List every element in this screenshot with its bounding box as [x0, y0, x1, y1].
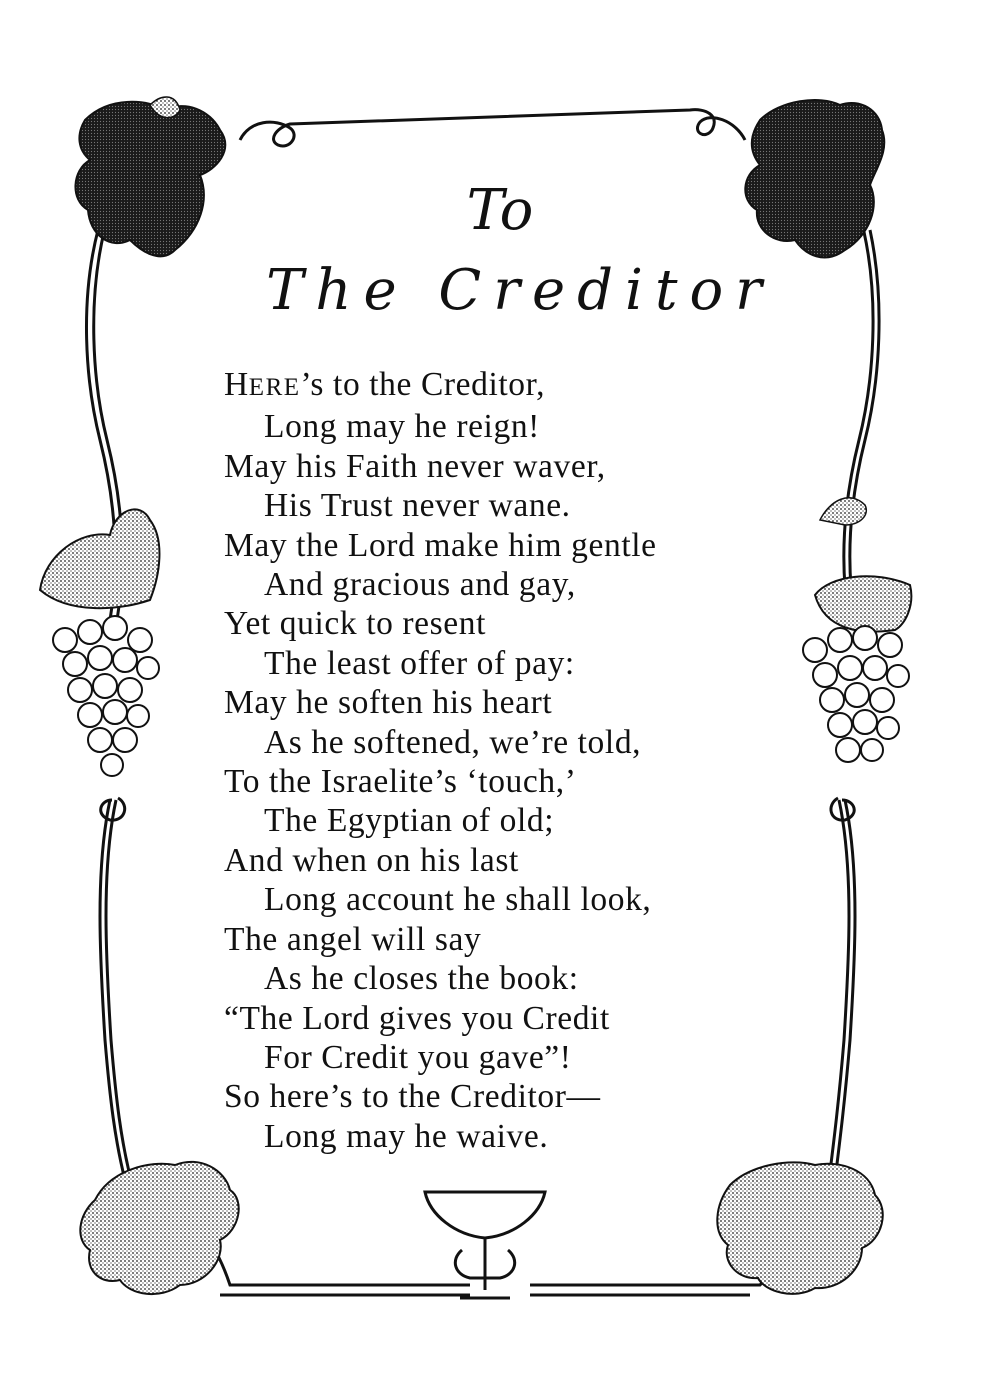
poem-first-line-rest: ’s to the Creditor,: [300, 366, 546, 403]
poem-line: His Trust never wane.: [264, 487, 571, 525]
poem-line: As he softened, we’re told,: [264, 723, 642, 761]
poem-line: So here’s to the Creditor—: [224, 1078, 601, 1116]
poem-line: The least offer of pay:: [264, 644, 575, 682]
poem-line: “The Lord gives you Credit: [224, 999, 610, 1037]
title-line-1: To: [466, 178, 534, 243]
title-line-2: The Creditor: [266, 258, 774, 323]
poem-line: The angel will say: [224, 920, 482, 958]
poem-line: [224, 365, 784, 407]
poem-initial: H: [224, 366, 249, 403]
poem-line: May his Faith never waver,: [224, 447, 606, 485]
poem-line: And gracious and gay,: [264, 566, 576, 604]
poem-line: For Credit you gave”!: [264, 1038, 572, 1076]
poem-line: The Egyptian of old;: [264, 802, 555, 840]
poem-line: May the Lord make him gentle: [224, 526, 657, 564]
poem-line: May he soften his heart: [224, 684, 553, 722]
grape-cluster-icon: [803, 498, 911, 762]
grape-cluster-icon: [40, 509, 159, 776]
poem-lines: [224, 407, 784, 1156]
poem-first-word-rest: ERE: [248, 374, 301, 401]
poem-line: Long account he shall look,: [264, 881, 652, 919]
poem-line: Yet quick to resent: [224, 605, 487, 643]
poem-line: As he closes the book:: [264, 960, 579, 998]
grape-leaf-icon: [80, 1162, 238, 1294]
poem-body: [224, 365, 784, 1156]
poem-line: To the Israelite’s ‘touch,’: [224, 763, 577, 801]
goblet-icon: [425, 1192, 545, 1298]
grape-leaf-icon: [717, 1162, 882, 1293]
poem-line: Long may he reign!: [264, 408, 540, 446]
poem-line: Long may he waive.: [264, 1117, 549, 1155]
poem-line: And when on his last: [224, 841, 519, 879]
